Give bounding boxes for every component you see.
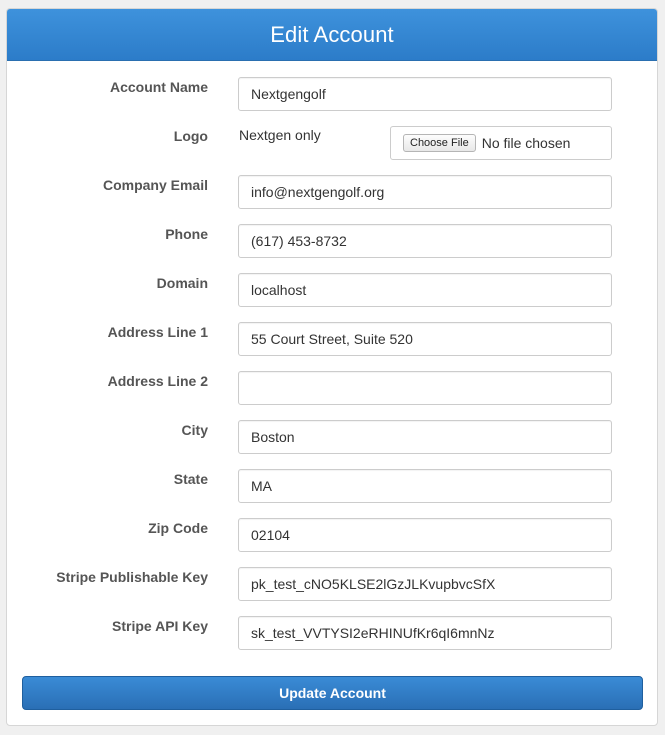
page-title: Edit Account — [270, 21, 394, 47]
row-account-name — [7, 77, 657, 111]
stripe-publishable-key-input[interactable] — [238, 567, 612, 601]
edit-account-panel — [6, 8, 658, 726]
address-line-1-input[interactable] — [238, 322, 612, 356]
phone-label: Phone — [165, 226, 208, 242]
choose-file-button[interactable]: Choose File — [403, 134, 476, 152]
state-input[interactable] — [238, 469, 612, 503]
file-status-text: No file chosen — [481, 135, 571, 151]
row-company-email — [7, 175, 657, 209]
row-stripe-publishable-key — [7, 567, 657, 601]
address-line-2-label: Address Line 2 — [107, 373, 208, 389]
row-zip-code — [7, 518, 657, 552]
zip-code-input[interactable] — [238, 518, 612, 552]
stripe-api-key-input[interactable] — [238, 616, 612, 650]
city-label: City — [181, 422, 208, 438]
row-address-line-1 — [7, 322, 657, 356]
logo-current-value: Nextgen only — [239, 127, 321, 143]
row-logo — [7, 126, 657, 160]
domain-input[interactable] — [238, 273, 612, 307]
state-label: State — [173, 471, 208, 487]
domain-label: Domain — [156, 275, 208, 291]
row-domain — [7, 273, 657, 307]
address-line-2-input[interactable] — [238, 371, 612, 405]
logo-file-input[interactable] — [390, 126, 612, 160]
phone-input[interactable] — [238, 224, 612, 258]
company-email-input[interactable] — [238, 175, 612, 209]
panel-header — [7, 9, 657, 61]
address-line-1-label: Address Line 1 — [107, 324, 208, 340]
row-state — [7, 469, 657, 503]
stripe-publishable-key-label: Stripe Publishable Key — [56, 569, 208, 585]
row-phone — [7, 224, 657, 258]
logo-label: Logo — [173, 128, 208, 144]
update-account-button[interactable]: Update Account — [22, 676, 643, 710]
row-address-line-2 — [7, 371, 657, 405]
company-email-label: Company Email — [102, 177, 208, 193]
city-input[interactable] — [238, 420, 612, 454]
account-name-input[interactable] — [238, 77, 612, 111]
account-name-label: Account Name — [109, 79, 208, 95]
row-stripe-api-key — [7, 616, 657, 650]
zip-code-label: Zip Code — [148, 520, 208, 536]
stripe-api-key-label: Stripe API Key — [112, 618, 208, 634]
row-city — [7, 420, 657, 454]
